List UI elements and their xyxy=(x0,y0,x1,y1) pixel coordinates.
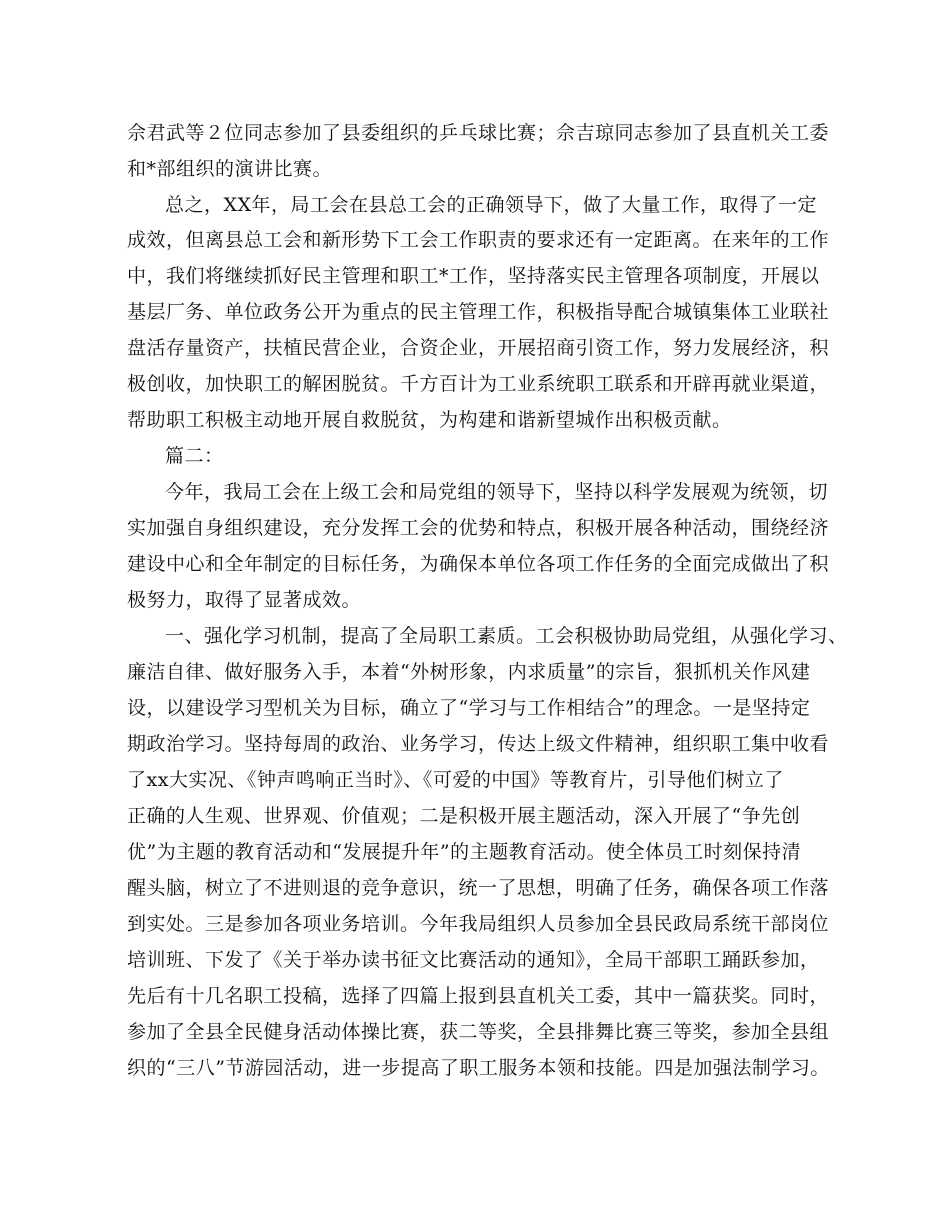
text-line-12: 实加强自身组织建设，充分发挥工会的优势和特点，积极开展各种活动，围绕经济 xyxy=(127,517,830,539)
section-heading: 篇二： xyxy=(165,445,224,467)
text-line-22: 醒头脑，树立了不进则退的竞争意识，统一了思想，明确了任务，确保各项工作落 xyxy=(127,877,830,899)
text-line-14: 极努力，取得了显著成效。 xyxy=(127,589,362,611)
text-line-25: 先后有十几名职工投稿，选择了四篇上报到县直机关工委，其中一篇获奖。同时， xyxy=(127,985,830,1007)
text-line-7: 盘活存量资产，扶植民营企业，合资企业，开展招商引资工作，努力发展经济，积 xyxy=(127,337,830,359)
text-line-24: 培训班、下发了《关于举办读书征文比赛活动的通知》，全局干部职工踊跃参加， xyxy=(127,949,820,971)
text-line-23: 到实处。三是参加各项业务培训。今年我局组织人员参加全县民政局系统干部岗位 xyxy=(127,913,830,935)
text-line-3: 总之，XX年，局工会在县总工会的正确领导下，做了大量工作，取得了一定 xyxy=(165,194,818,216)
text-line-19: 了xx大实况、《钟声鸣响正当时》、《可爱的中国》等教育片，引导他们树立了 xyxy=(127,769,784,791)
text-line-5: 中，我们将继续抓好民主管理和职工*工作，坚持落实民主管理各项制度，开展以 xyxy=(127,265,820,287)
text-line-20: 正确的人生观、世界观、价值观；二是积极开展主题活动，深入开展了“争先创 xyxy=(127,805,801,827)
text-line-17: 设，以建设学习型机关为目标，确立了“学习与工作相结合”的理念。一是坚持定 xyxy=(127,697,811,719)
text-line-9: 帮助职工积极主动地开展自救脱贫，为构建和谐新望城作出积极贡献。 xyxy=(127,409,732,431)
text-line-11: 今年，我局工会在上级工会和局党组的领导下，坚持以科学发展观为统领，切 xyxy=(165,481,829,503)
text-line-1: 佘君武等２位同志参加了县委组织的乒乓球比赛；佘吉琼同志参加了县直机关工委 xyxy=(127,122,830,144)
text-line-18: 期政治学习。坚持每周的政治、业务学习，传达上级文件精神，组织职工集中收看 xyxy=(127,733,830,755)
text-line-16: 廉洁自律、做好服务入手，本着“外树形象，内求质量”的宗旨，狠抓机关作风建 xyxy=(127,661,811,683)
text-line-4: 成效，但离县总工会和新形势下工会工作职责的要求还有一定距离。在来年的工作 xyxy=(127,229,830,251)
text-line-27: 织的“三八”节游园活动，进一步提高了职工服务本领和技能。四是加强法制学习。 xyxy=(127,1057,830,1079)
text-line-2: 和*部组织的演讲比赛。 xyxy=(127,158,333,180)
text-line-8: 极创收，加快职工的解困脱贫。千方百计为工业系统职工联系和开辟再就业渠道， xyxy=(127,373,830,395)
text-line-26: 参加了全县全民健身活动体操比赛，获二等奖，全县排舞比赛三等奖，参加全县组 xyxy=(127,1021,830,1043)
text-line-21: 优”为主题的教育活动和“发展提升年”的主题教育活动。使全体员工时刻保持清 xyxy=(127,841,802,863)
text-line-15: 一、强化学习机制，提高了全局职工素质。工会积极协助局党组，从强化学习、 xyxy=(165,625,848,647)
text-line-13: 建设中心和全年制定的目标任务，为确保本单位各项工作任务的全面完成做出了积 xyxy=(127,553,830,575)
text-line-6: 基层厂务、单位政务公开为重点的民主管理工作，积极指导配合城镇集体工业联社 xyxy=(127,301,830,323)
